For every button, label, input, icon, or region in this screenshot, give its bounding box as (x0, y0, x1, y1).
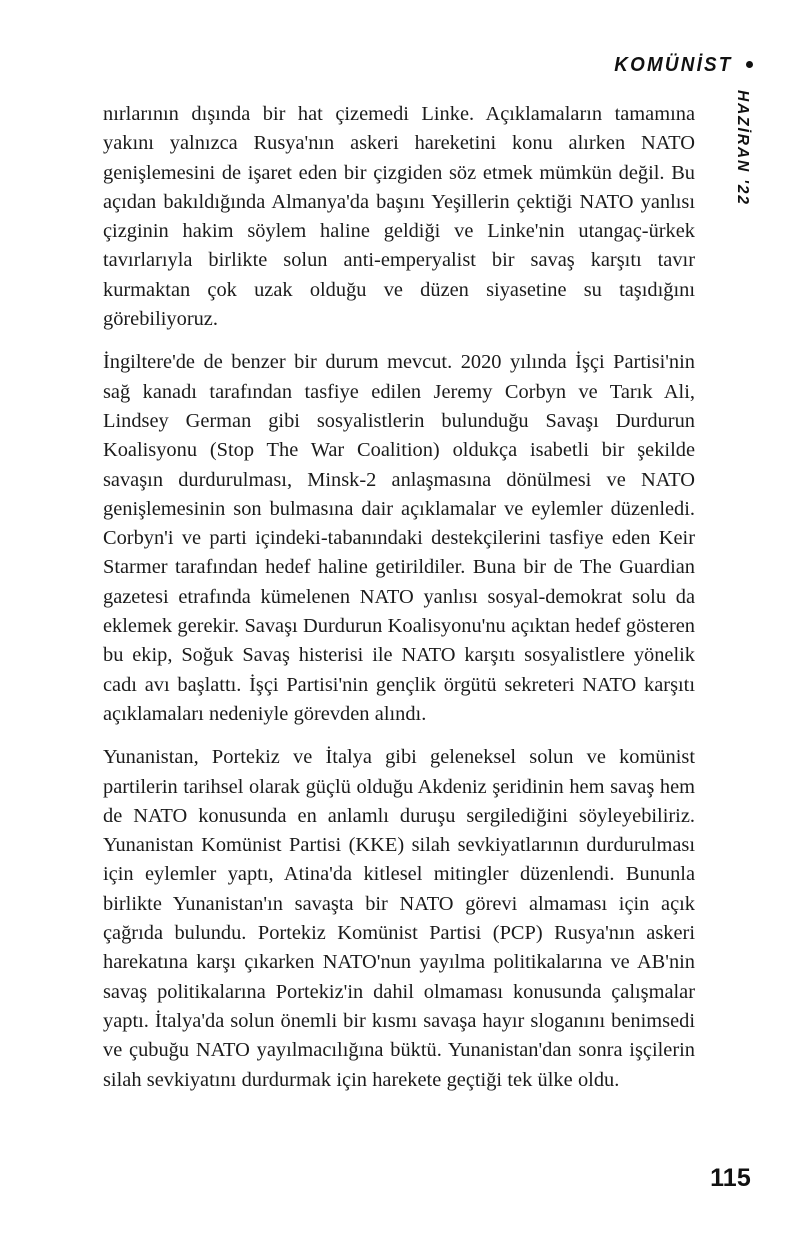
running-head-title: KOMÜNİST (614, 53, 733, 76)
body-paragraph: Yunanistan, Portekiz ve İtalya gibi geleneksel solun ve komünist partilerin tarihsel olarak güçlü olduğu Akdeniz şeridinin hem savaş hem de NATO konusunda en anlamlı duruşu sergilediğini söyleyebiliriz. Yunanistan Komünist Partisi (KKE) silah sevkiyatlarının durdurulması için eylemler yaptı, Atina'da kitlesel mitingler düzenlendi. Bununla birlikte Yunanistan'ın savaşta bir NATO görevi almaması için açık çağrıda bulundu. Portekiz Komünist Partisi (PCP) Rusya'nın askeri harekatına karşı çıkarken NATO'nun yayılma politikalarına ve AB'nin savaş politikalarına Portekiz'in dahil olmaması konusunda çalışmalar yaptı. İtalya'da solun önemli bir kısmı savaşa hayır sloganını benimsedi ve çubuğu NATO yayılmacılığına büktü. Yunanistan'dan sonra işçilerin silah sevkiyatını durdurmak için harekete geçtiği tek ülke oldu. (103, 746, 695, 1091)
running-head (604, 53, 753, 77)
bullet-dot-icon (746, 61, 753, 68)
page-number: 115 (710, 1164, 751, 1192)
body-paragraph: nırlarının dışında bir hat çizemedi Linke. Açıklamaların tamamına yakını yalnızca Rusya'nın askeri hareketini konu alırken NATO genişlemesini de işaret eden bir çizgiden söz etmek mümkün değil. Bu açıdan bakıldığında Almanya'da başını Yeşillerin çektiği NATO yanlısı çizginin hakim söylem haline geldiği ve Linke'nin utangaç-ürkek tavırlarıyla birlikte solun anti-emperyalist bir savaş karşıtı tavır kurmaktan çok uzak olduğu ve düzen siyasetine su taşıdığını görebiliyoruz. (103, 103, 695, 331)
body-paragraph: İngiltere'de de benzer bir durum mevcut. 2020 yılında İşçi Partisi'nin sağ kanadı tarafından tasfiye edilen Jeremy Corbyn ve Tarık Ali, Lindsey German gibi sosyalistlerin bulunduğu Savaşı Durdurun Koalisyonu (Stop The War Coalition) oldukça isabetli bir şekilde savaşın durdurulması, Minsk-2 anlaşmasına dönülmesi ve NATO genişlemesinin son bulmasına dair açıklamalar ve eylemler düzenledi. Corbyn'i ve parti içindeki-tabanındaki destekçilerini tasfiye eden Keir Starmer tarafından hedef haline getirildiler. Buna bir de The Guardian gazetesi etrafında kümelenen NATO yanlısı sosyal-demokrat solu da eklemek gerekir. Savaşı Durdurun Koalisyonu'nu açıktan hedef gösteren bu ekip, Soğuk Savaş histerisi ile NATO karşıtı sosyalistlere yönelik cadı avı başlattı. İşçi Partisi'nin gençlik örgütü sekreteri NATO karşıtı açıklamaları nedeniyle görevden alındı. (103, 351, 695, 725)
issue-marker-container: HAZİRAN '22 (734, 90, 751, 206)
body-text-column (103, 100, 695, 1095)
